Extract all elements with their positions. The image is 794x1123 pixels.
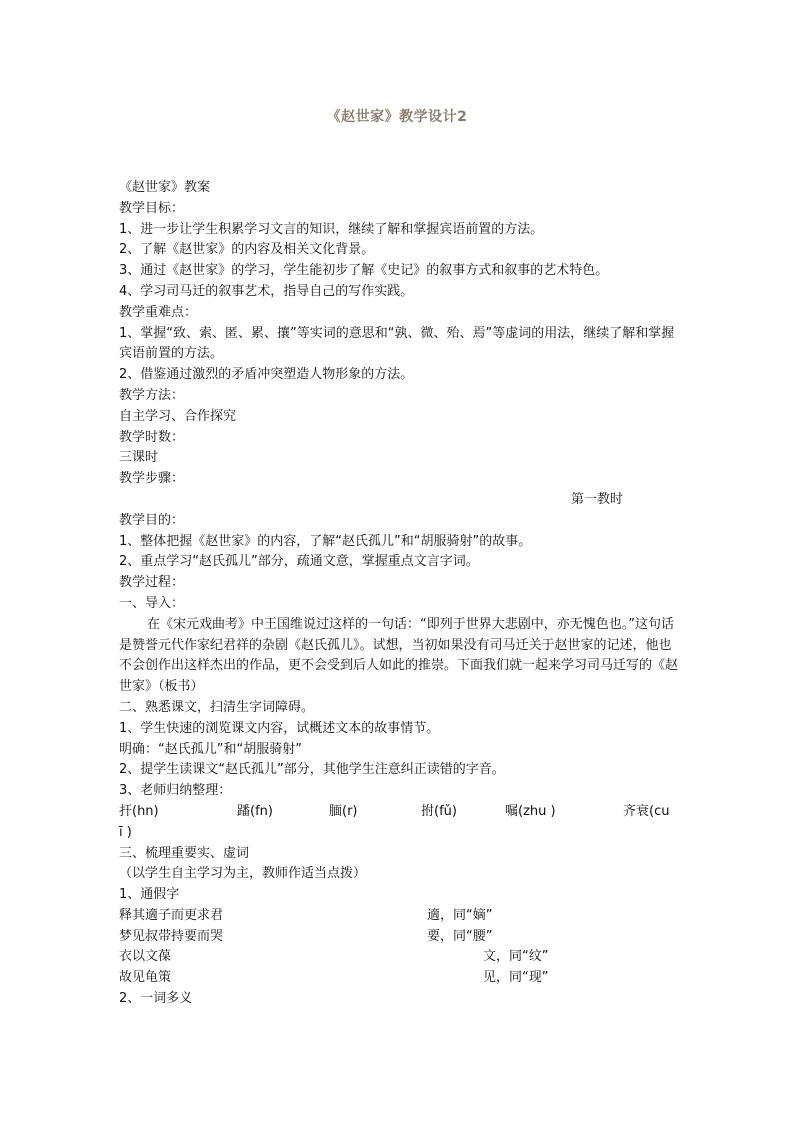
tongjia-row bbox=[119, 947, 679, 968]
doc-line: 2、了解《赵世家》的内容及相关文化背景。 bbox=[119, 242, 375, 258]
doc-line: 2、一词多义 bbox=[119, 991, 193, 1007]
tongjia-note: 文，同“纹” bbox=[483, 949, 549, 965]
doc-line: 教学方法： bbox=[119, 387, 185, 403]
document-body bbox=[119, 178, 679, 1010]
doc-line: 教学步骤： bbox=[119, 471, 185, 487]
tongjia-row bbox=[119, 968, 679, 989]
tongjia-note: 见，同“现” bbox=[483, 970, 549, 986]
tongjia-sentence: 梦见叔带持要而哭 bbox=[119, 928, 224, 944]
doc-line: 2、借鉴通过激烈的矛盾冲突塑造人物形象的方法。 bbox=[119, 367, 414, 383]
pronunciation-item: 拊(fǔ) bbox=[421, 803, 457, 819]
doc-line: 3、老师归纳整理： bbox=[119, 783, 232, 799]
doc-line: 1、通假字 bbox=[119, 887, 180, 903]
intro-paragraph: 在《宋元戏曲考》中王国维说过这样的一句话：“即列于世界大悲剧中，亦无愧色也。”这句话是赞誉元代作家纪君祥的杂剧《赵氏孤儿》。试想，当初如果没有司马迁关于赵世家的记述，他也不会创作出这样杰出的作品，更不会受到后人如此的推崇。下面我们就一起来学习司马迁写的《赵世家》（板书） bbox=[119, 616, 679, 695]
doc-line: 1、学生快速的浏览课文内容，试概述文本的故事情节。 bbox=[119, 720, 440, 736]
doc-line: 《赵世家》教案 bbox=[119, 180, 211, 195]
document-title: 《赵世家》教学设计2 bbox=[326, 109, 468, 125]
pronunciation-item: 腼(r) bbox=[329, 803, 358, 819]
lesson-heading: 第一教时 bbox=[570, 491, 623, 507]
doc-line: （以学生自主学习为主，教师作适当点拨） bbox=[119, 866, 367, 882]
doc-line: 教学时数： bbox=[119, 429, 185, 445]
doc-line: 2、重点学习“赵氏孤儿”部分，疏通文意，掌握重点文言字词。 bbox=[119, 554, 479, 570]
doc-line: 教学目的： bbox=[119, 512, 185, 528]
pronunciation-item: 嘱(zhu ) bbox=[505, 803, 556, 819]
pronunciation-item: 蹯(fn) bbox=[237, 803, 273, 819]
tongjia-sentence: 释其適子而更求君 bbox=[119, 907, 224, 923]
doc-line: 4、学习司马迁的叙事艺术，指导自己的写作实践。 bbox=[119, 283, 414, 299]
tongjia-row bbox=[119, 906, 679, 927]
doc-line: 三课时 bbox=[119, 450, 159, 466]
doc-line: 明确：“赵氏孤儿”和“胡服骑射” bbox=[119, 741, 302, 757]
tongjia-sentence: 衣以文葆 bbox=[119, 949, 172, 965]
pronunciation-item: 扞(hn) bbox=[119, 803, 159, 819]
doc-line: 教学目标： bbox=[119, 200, 185, 216]
tongjia-sentence: 故见龟策 bbox=[119, 970, 172, 986]
doc-line: 一、导入： bbox=[119, 595, 185, 611]
doc-line: 1、掌握“致、索、匿、累、攘”等实词的意思和“孰、微、殆、焉”等虚词的用法，继续了解和掌握宾语前置的方法。 bbox=[119, 325, 675, 362]
doc-line: 自主学习、合作探究 bbox=[119, 408, 237, 424]
tongjia-note: 適，同“嫡” bbox=[427, 907, 493, 923]
pronunciation-row bbox=[119, 802, 679, 823]
doc-line: 1、进一步让学生积累学习文言的知识，继续了解和掌握宾语前置的方法。 bbox=[119, 221, 544, 237]
tongjia-note: 要，同“腰” bbox=[427, 928, 493, 944]
doc-line: 二、熟悉课文，扫清生字词障碍。 bbox=[119, 699, 315, 715]
pronunciation-item: 齐衰(cu bbox=[623, 803, 670, 819]
doc-line: 三、梳理重要实、虚词 bbox=[119, 845, 250, 861]
doc-line: 教学重难点： bbox=[119, 304, 198, 320]
tongjia-row bbox=[119, 927, 679, 948]
doc-line: 教学过程： bbox=[119, 575, 185, 591]
doc-line: 1、整体把握《赵世家》的内容，了解“赵氏孤儿”和“胡服骑射”的故事。 bbox=[119, 533, 532, 549]
doc-line: 3、通过《赵世家》的学习，学生能初步了解《史记》的叙事方式和叙事的艺术特色。 bbox=[119, 263, 609, 279]
doc-line: 2、提学生读课文“赵氏孤儿”部分，其他学生注意纠正读错的字音。 bbox=[119, 762, 505, 778]
pronunciation-overflow: ī ) bbox=[119, 824, 132, 840]
